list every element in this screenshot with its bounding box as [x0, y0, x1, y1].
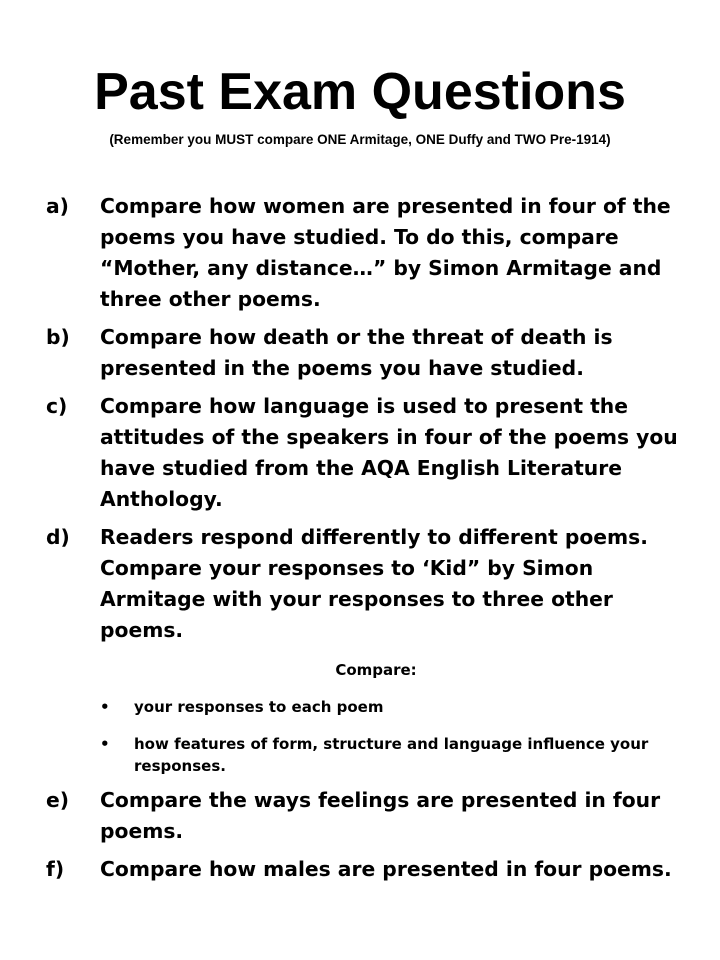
page-subtitle: (Remember you MUST compare ONE Armitage, ONE Duffy and TWO Pre-1914): [109, 132, 611, 147]
question-letter: f): [46, 857, 65, 881]
question-a: [46, 191, 686, 315]
question-c: [46, 391, 686, 515]
bullet-text: how features of form, structure and language influence your responses.: [134, 735, 649, 775]
question-letter: d): [46, 525, 70, 549]
question-letter: a): [46, 194, 69, 218]
question-letter: c): [46, 394, 68, 418]
compare-heading: Compare:: [335, 661, 417, 679]
question-d: [46, 522, 686, 646]
question-text: Compare the ways feelings are presented in four poems.: [100, 788, 661, 843]
list-item: [100, 696, 686, 718]
bullet-text: your responses to each poem: [134, 698, 384, 716]
compare-bullet-list: [46, 696, 686, 777]
list-item: [100, 733, 686, 777]
question-text: Compare how males are presented in four poems.: [100, 857, 672, 881]
question-text: Compare how women are presented in four of the poems you have studied. To do this, compare “Mother, any distance…” by Simon Armitage and three other poems.: [100, 194, 671, 311]
question-text: Compare how death or the threat of death is presented in the poems you have studied.: [100, 325, 613, 380]
question-text: Compare how language is used to present the attitudes of the speakers in four of the poems you have studied from the AQA English Literature Anthology.: [100, 394, 678, 511]
bullet-icon: •: [100, 735, 110, 753]
question-letter: b): [46, 325, 70, 349]
bullet-icon: •: [100, 698, 110, 716]
question-letter: e): [46, 788, 70, 812]
question-b: [46, 322, 686, 384]
question-f: [46, 854, 686, 885]
question-e: [46, 785, 686, 847]
page-title: Past Exam Questions: [94, 63, 626, 121]
question-list: [46, 191, 686, 892]
question-text: Readers respond differently to different poems. Compare your responses to ‘Kid” by Simon Armitage with your responses to three other poems.: [100, 525, 648, 642]
